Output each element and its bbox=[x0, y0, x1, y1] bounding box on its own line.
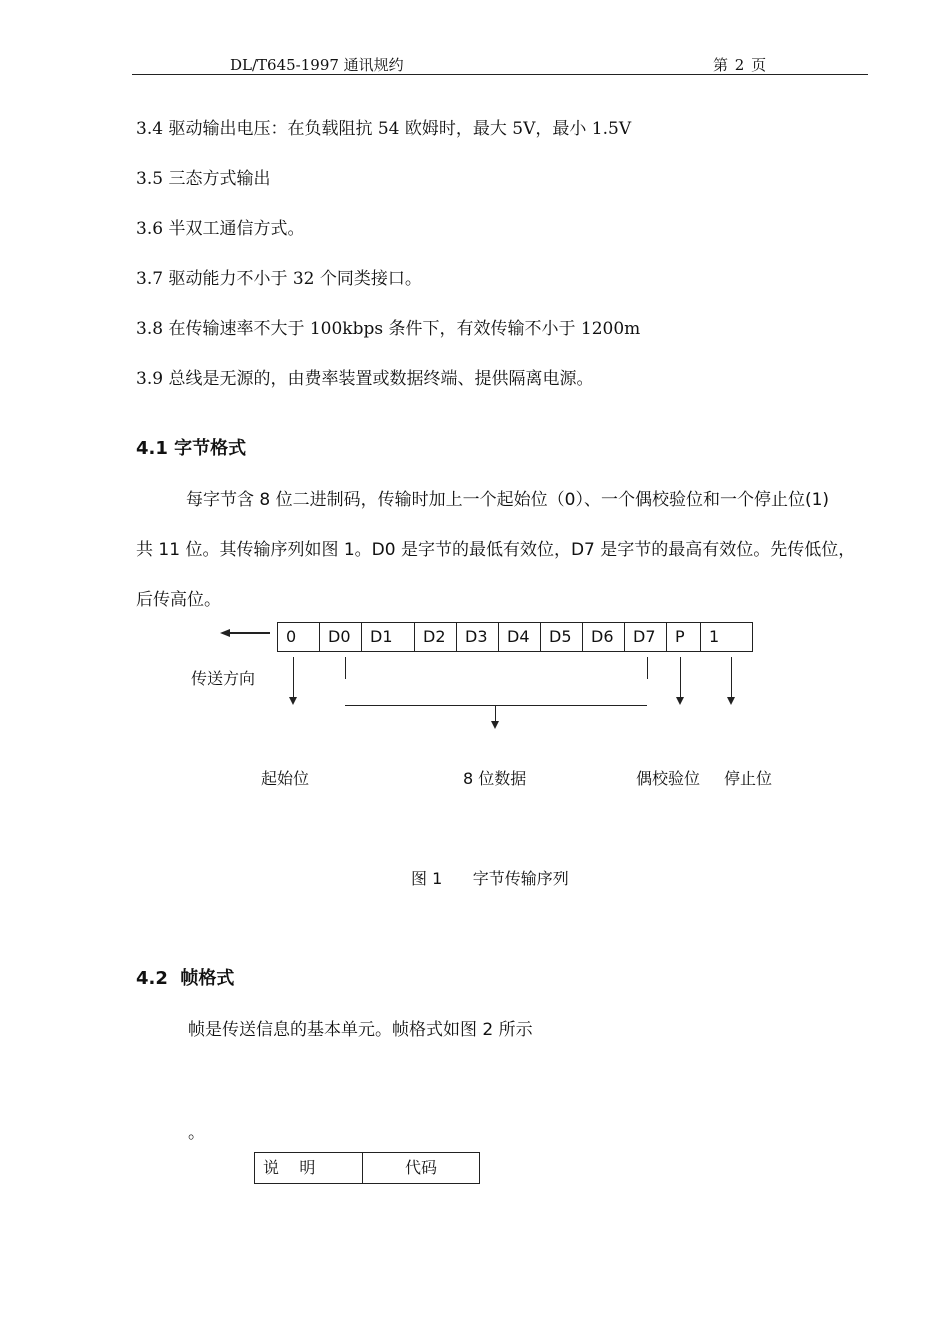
bit-cell-start: 0 bbox=[277, 622, 320, 652]
paragraph-line-3: 后传高位。 bbox=[136, 590, 221, 610]
down-arrow-icon bbox=[289, 697, 297, 705]
spec-item-3-8: 3.8 在传输速率不大于 100kbps 条件下，有效传输不小于 1200m bbox=[136, 319, 641, 339]
parity-bit-label: 偶校验位 bbox=[636, 769, 701, 788]
paragraph-line-2: 共 11 位。其传输序列如图 1。D0 是字节的最低有效位，D7 是字节的最高有效位。先传低位， bbox=[136, 540, 856, 560]
bit-cell-d1: D1 bbox=[361, 622, 415, 652]
stop-bit-label: 停止位 bbox=[724, 769, 773, 788]
frame-paragraph: 帧是传送信息的基本单元。帧格式如图 2 所示 bbox=[188, 1020, 533, 1040]
start-bit-pointer-line bbox=[293, 657, 294, 697]
bit-cell-d6: D6 bbox=[582, 622, 625, 652]
trailing-period: 。 bbox=[188, 1123, 205, 1143]
stop-pointer-line bbox=[731, 657, 732, 697]
data-bracket-right bbox=[647, 657, 648, 679]
spec-item-3-7: 3.7 驱动能力不小于 32 个同类接口。 bbox=[136, 269, 422, 289]
table-header-code: 代码 bbox=[362, 1152, 480, 1184]
table-header-description: 说 明 bbox=[254, 1152, 363, 1184]
parity-pointer-line bbox=[680, 657, 681, 697]
section-heading-4-1: 4.1 字节格式 bbox=[136, 438, 247, 459]
spec-item-3-4: 3.4 驱动输出电压：在负载阻抗 54 欧姆时，最大 5V，最小 1.5V bbox=[136, 119, 632, 139]
down-arrow-icon bbox=[727, 697, 735, 705]
start-bit-label: 起始位 bbox=[261, 769, 310, 788]
bit-cell-d3: D3 bbox=[456, 622, 499, 652]
data-bits-label: 8 位数据 bbox=[463, 769, 527, 788]
spec-item-3-9: 3.9 总线是无源的，由费率装置或数据终端、提供隔离电源。 bbox=[136, 369, 594, 389]
bit-cell-d4: D4 bbox=[498, 622, 541, 652]
bit-cell-stop: 1 bbox=[700, 622, 753, 652]
header-title: DL/T645-1997 通讯规约 bbox=[230, 56, 404, 74]
bit-cell-d2: D2 bbox=[414, 622, 457, 652]
paragraph-line-1: 每字节含 8 位二进制码，传输时加上一个起始位（0）、一个偶校验位和一个停止位(1) bbox=[186, 490, 830, 510]
spec-item-3-6: 3.6 半双工通信方式。 bbox=[136, 219, 305, 239]
down-arrow-icon bbox=[491, 721, 499, 729]
figure-caption: 图 1 字节传输序列 bbox=[411, 869, 569, 888]
bit-cell-d7: D7 bbox=[624, 622, 667, 652]
header-rule bbox=[132, 74, 868, 75]
direction-line bbox=[228, 632, 270, 634]
page-number: 第 2 页 bbox=[713, 56, 768, 74]
bit-cell-d5: D5 bbox=[540, 622, 583, 652]
section-heading-4-2: 4.2 帧格式 bbox=[136, 968, 235, 989]
data-pointer-line bbox=[495, 705, 496, 722]
down-arrow-icon bbox=[676, 697, 684, 705]
data-bracket-left bbox=[345, 657, 346, 679]
bit-cell-parity: P bbox=[666, 622, 701, 652]
data-bracket-bar bbox=[345, 705, 647, 706]
direction-label: 传送方向 bbox=[191, 669, 256, 688]
spec-item-3-5: 3.5 三态方式输出 bbox=[136, 169, 271, 189]
bit-cell-d0: D0 bbox=[319, 622, 362, 652]
